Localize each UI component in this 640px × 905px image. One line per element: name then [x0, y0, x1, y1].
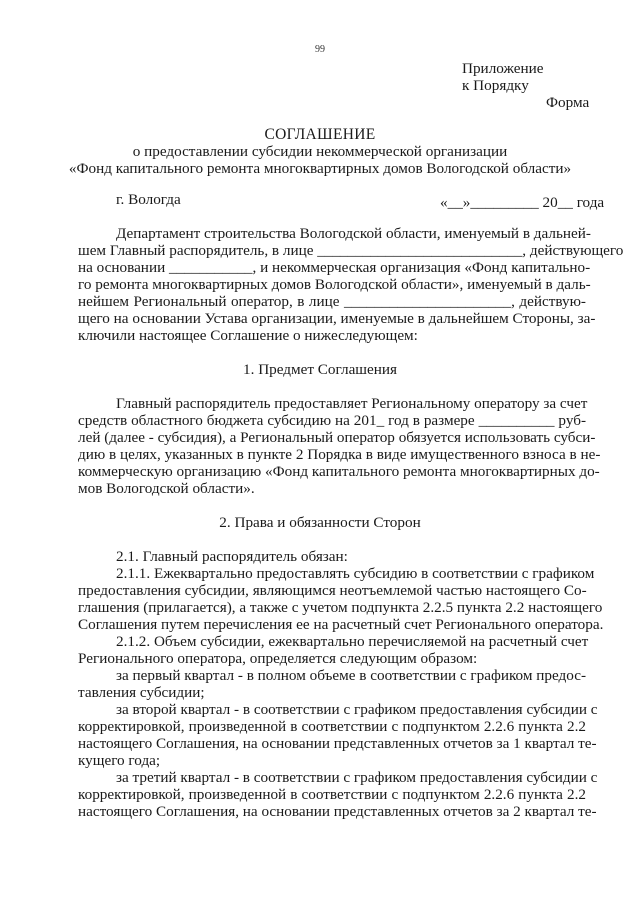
quarter-2-line: корректировкой, произведенной в соответствии с подпунктом 2.2.6 пункта 2.2	[78, 718, 586, 735]
form-label: Форма	[546, 94, 590, 111]
appendix-label: Приложение	[462, 60, 544, 77]
quarter-2-line: кущего года;	[78, 752, 161, 769]
quarter-2-line: настоящего Соглашения, на основании представленных отчетов за 1 квартал те-	[78, 735, 597, 752]
intro-line: шем Главный распорядитель, в лице ___________________________, действующего	[78, 242, 624, 259]
quarter-1-line: тавления субсидии;	[78, 684, 205, 701]
intro-line: ключили настоящее Соглашение о нижеследующем:	[78, 327, 418, 344]
intro-line: щего на основании Устава организации, именуемые в дальнейшем Стороны, за-	[78, 310, 596, 327]
to-order-label: к Порядку	[462, 77, 529, 94]
clause-2-1-2-line: Регионального оператора, определяется следующим образом:	[78, 650, 478, 667]
section-1-line: коммерческую организацию «Фонд капитального ремонта многоквартирных до-	[78, 463, 600, 480]
agreement-date: «__»_________ 20__ года	[440, 194, 605, 211]
intro-line: нейшем Региональный оператор, в лице ______________________, действую-	[78, 293, 586, 310]
clause-2-1-1-line: Соглашения путем перечисления ее на расчетный счет Регионального оператора.	[78, 616, 604, 633]
quarter-3-line: за третий квартал - в соответствии с графиком предоставления субсидии с	[116, 769, 598, 786]
section-1-line: лей (далее - субсидия), а Региональный оператор обязуется использовать субси-	[78, 429, 596, 446]
page-number: 99	[315, 44, 325, 55]
intro-line: на основании ___________, и некоммерческая организация «Фонд капитально-	[78, 259, 591, 276]
clause-2-1-1-line: глашения (прилагается), а также с учетом подпункта 2.2.5 пункта 2.2 настоящего	[78, 599, 603, 616]
section-1-heading: 1. Предмет Соглашения	[243, 361, 397, 378]
intro-line: го ремонта многоквартирных домов Вологодской области», именуемый в даль-	[78, 276, 591, 293]
quarter-3-line: корректировкой, произведенной в соответствии с подпунктом 2.2.6 пункта 2.2	[78, 786, 586, 803]
quarter-1-line: за первый квартал - в полном объеме в соответствии с графиком предос-	[116, 667, 587, 684]
section-1-line: средств областного бюджета субсидию на 201_ год в размере __________ руб-	[78, 412, 586, 429]
document-title: СОГЛАШЕНИЕ	[264, 126, 376, 143]
section-2-heading: 2. Права и обязанности Сторон	[219, 514, 421, 531]
title-subline-2: «Фонд капитального ремонта многоквартирных домов Вологодской области»	[68, 160, 572, 177]
section-1-line: Главный распорядитель предоставляет Региональному оператору за счет	[116, 395, 588, 412]
city: г. Вологда	[116, 191, 181, 208]
title-subline-1: о предоставлении субсидии некоммерческой организации	[132, 143, 508, 160]
section-1-line: дию в целях, указанных в пункте 2 Порядка в виде имущественного взноса в не-	[78, 446, 601, 463]
section-1-line: мов Вологодской области».	[78, 480, 255, 497]
clause-2-1-2-line: 2.1.2. Объем субсидии, ежеквартально перечисляемой на расчетный счет	[116, 633, 589, 650]
clause-2-1-1-line: предоставления субсидии, являющимся неотъемлемой частью настоящего Со-	[78, 582, 587, 599]
clause-2-1-1-line: 2.1.1. Ежеквартально предоставлять субсидию в соответствии с графиком	[116, 565, 595, 582]
quarter-2-line: за второй квартал - в соответствии с графиком предоставления субсидии с	[116, 701, 598, 718]
clause-2-1-title: 2.1. Главный распорядитель обязан:	[116, 548, 348, 565]
quarter-3-line: настоящего Соглашения, на основании представленных отчетов за 2 квартал те-	[78, 803, 597, 820]
intro-line: Департамент строительства Вологодской области, именуемый в дальней-	[116, 225, 591, 242]
